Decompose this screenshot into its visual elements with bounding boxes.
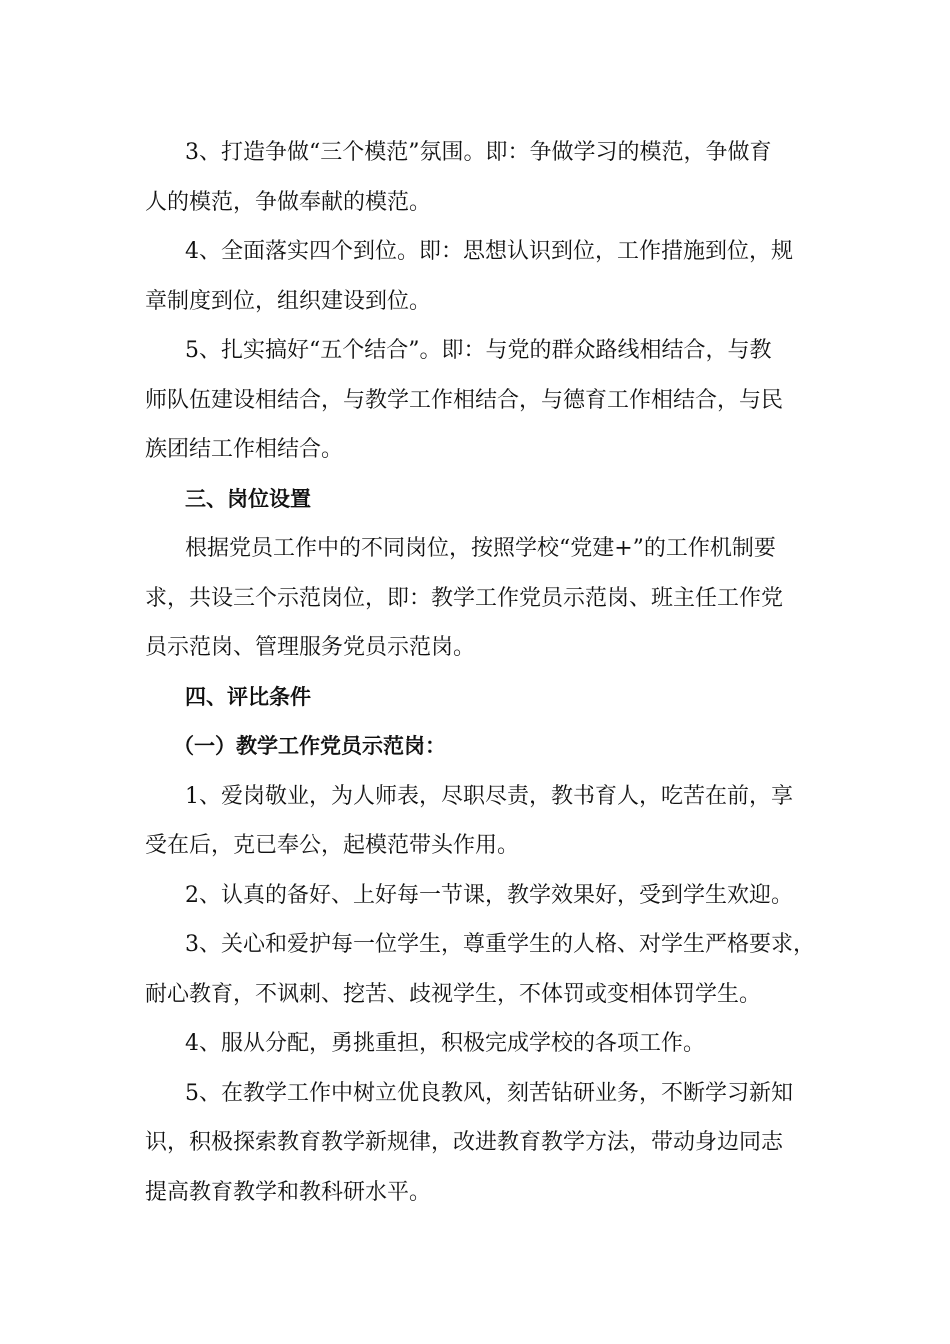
text-line: 员示范岗、管理服务党员示范岗。 [145,635,476,660]
text-line: 5、在教学工作中树立优良教风，刻苦钻研业务，不断学习新知 [185,1080,793,1106]
paragraph-item-4-four-in-place [145,227,810,326]
paragraph-criteria-1 [145,772,810,871]
text-line: 提高教育教学和教科研水平。 [145,1179,432,1205]
text-line: 5、扎实搞好“五个结合”。即：与党的群众路线相结合，与教 [185,338,772,363]
text-line: 4、全面落实四个到位。即：思想认识到位，工作措施到位，规 [185,239,793,264]
paragraph-item-5-five-combinations [145,326,810,475]
text-line: 族团结工作相结合。 [145,437,344,462]
text-line: 识，积极探索教育教学新规律，改进教育教学方法，带动身边同志 [145,1130,784,1155]
text-line: 2、认真的备好、上好每一节课，教学效果好，受到学生欢迎。 [185,882,793,908]
paragraph-criteria-4 [145,1019,810,1069]
text-line: 受在后，克已奉公，起模范带头作用。 [145,833,520,858]
section-heading: 三、岗位设置 [185,486,311,511]
section-heading-positions [145,475,810,525]
text-line: 3、打造争做“三个模范”氛围。即：争做学习的模范，争做育 [185,140,772,165]
text-line: 求，共设三个示范岗位，即：教学工作党员示范岗、班主任工作党 [145,585,784,611]
document-body [145,128,815,1217]
subsection-heading: （一）教学工作党员示范岗： [173,734,446,758]
subsection-heading-teaching-post [145,722,810,772]
paragraph-criteria-3 [145,920,815,1019]
text-line: 根据党员工作中的不同岗位，按照学校“党建+”的工作机制要 [185,536,776,561]
paragraph-positions-setup [145,524,810,673]
section-heading-criteria [145,673,810,723]
text-line: 章制度到位，组织建设到位。 [145,288,432,314]
paragraph-item-3-atmosphere [145,128,810,227]
text-line: 耐心教育，不讽刺、挖苦、歧视学生，不体罚或变相体罚学生。 [145,981,762,1007]
text-line: 师队伍建设相结合，与教学工作相结合，与德育工作相结合，与民 [145,387,784,413]
section-heading: 四、评比条件 [185,684,311,709]
text-line: 3、关心和爱护每一位学生，尊重学生的人格、对学生严格要求， [185,932,815,957]
text-line: 4、服从分配，勇挑重担，积极完成学校的各项工作。 [185,1031,705,1056]
text-line: 1、爱岗敬业，为人师表，尽职尽责，教书育人，吃苦在前，享 [185,783,793,809]
text-line: 人的模范，争做奉献的模范。 [145,189,432,215]
paragraph-criteria-5 [145,1069,810,1218]
paragraph-criteria-2 [145,871,810,921]
